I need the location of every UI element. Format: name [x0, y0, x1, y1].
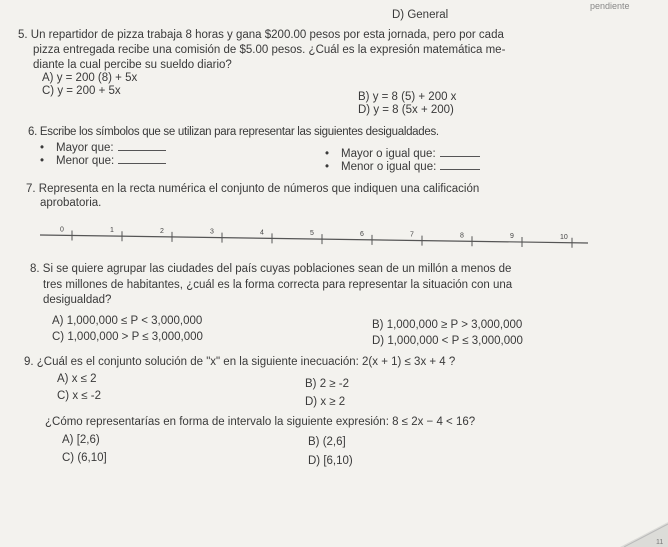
number-line-label: 3 — [210, 228, 214, 236]
q6-menor-label: Menor que: — [56, 155, 115, 167]
q8-option-c[interactable]: C) 1,000,000 > P ≤ 3,000,000 — [52, 331, 203, 343]
page-number: 11 — [656, 539, 664, 546]
q6-menor-row — [40, 154, 166, 168]
q9-option-a[interactable]: A) x ≤ 2 — [57, 373, 97, 385]
q10-option-b[interactable]: B) (2,6] — [308, 436, 346, 448]
number-line-label: 2 — [160, 227, 164, 235]
q6-mayor-igual-label: Mayor o igual que: — [341, 148, 436, 160]
q6-menor-blank[interactable] — [118, 154, 166, 164]
q8-option-b[interactable]: B) 1,000,000 ≥ P > 3,000,000 — [372, 319, 523, 331]
number-line-label: 5 — [310, 230, 314, 238]
q9-option-d[interactable]: D) x ≥ 2 — [305, 396, 346, 408]
q5-option-c[interactable]: C) y = 200 + 5x — [42, 85, 121, 97]
q6-title: 6. Escribe los símbolos que se utilizan para representar las siguientes desigualdades. — [28, 126, 439, 138]
q6-mayor-igual-blank[interactable] — [440, 147, 480, 157]
q9-line1: 9. ¿Cuál es el conjunto solución de "x" en la siguiente inecuación: 2(x + 1) ≤ 3x + 4 ? — [24, 356, 456, 368]
number-line[interactable] — [40, 221, 600, 263]
number-line-label: 1 — [110, 227, 114, 235]
q8-line2: tres millones de habitantes, ¿cuál es la forma correcta para representar la situación con una — [43, 279, 513, 291]
q8-line1: 8. Si se quiere agrupar las ciudades del país cuyas poblaciones sean de un millón a menos de — [30, 263, 512, 275]
number-line-label: 9 — [510, 233, 514, 241]
q10-option-c[interactable]: C) (6,10] — [62, 452, 107, 464]
q5-line2: pizza entregada recibe una comisión de $5.00 pesos. ¿Cuál es la expresión matemática me- — [33, 44, 506, 56]
q6-menor-igual-label: Menor o igual que: — [341, 161, 437, 173]
q5-option-b[interactable]: B) y = 8 (5) + 200 x — [358, 91, 457, 103]
number-line-label: 0 — [60, 226, 64, 234]
q9-option-b[interactable]: B) 2 ≥ -2 — [305, 378, 350, 390]
q6-mayor-blank[interactable] — [118, 141, 166, 151]
q9-option-c[interactable]: C) x ≤ -2 — [57, 390, 102, 402]
q6-mayor-label: Mayor que: — [56, 142, 114, 154]
number-line-label: 4 — [260, 229, 264, 237]
q8-option-a[interactable]: A) 1,000,000 ≤ P < 3,000,000 — [52, 315, 203, 327]
q6-menor-igual-row — [325, 160, 480, 174]
q6-mayor-igual-row — [325, 147, 480, 161]
q5-line1: 5. Un repartidor de pizza trabaja 8 horas y gana $200.00 pesos por esta jornada, pero por cada — [18, 29, 504, 41]
number-line-ticks — [60, 226, 572, 247]
q8-line3: desigualdad? — [43, 294, 112, 306]
q5-option-a[interactable]: A) y = 200 (8) + 5x — [42, 72, 138, 84]
q8-option-d[interactable]: D) 1,000,000 < P ≤ 3,000,000 — [372, 335, 523, 347]
number-line-label: 7 — [410, 231, 414, 239]
number-line-label: 8 — [460, 232, 464, 240]
q6-menor-igual-blank[interactable] — [440, 160, 480, 170]
page-corner-decoration — [610, 517, 668, 547]
q10-option-d[interactable]: D) [6,10) — [308, 455, 353, 467]
q7-line2: aprobatoria. — [40, 197, 102, 209]
number-line-label: 6 — [360, 230, 364, 238]
q10-option-a[interactable]: A) [2,6) — [62, 434, 100, 446]
q5-option-d[interactable]: D) y = 8 (5x + 200) — [358, 104, 454, 116]
q5-line3: diante la cual percibe su sueldo diario? — [33, 59, 232, 71]
q7-line1: 7. Representa en la recta numérica el conjunto de números que indiquen una calificación — [26, 183, 480, 195]
q6-mayor-row — [40, 141, 166, 155]
q10-line1: ¿Cómo representarías en forma de intervalo la siguiente expresión: 8 ≤ 2x − 4 < 16? — [45, 416, 476, 428]
header-note: pendiente — [590, 1, 630, 11]
option-d-general: D) General — [392, 9, 449, 21]
number-line-label: 10 — [560, 233, 568, 241]
